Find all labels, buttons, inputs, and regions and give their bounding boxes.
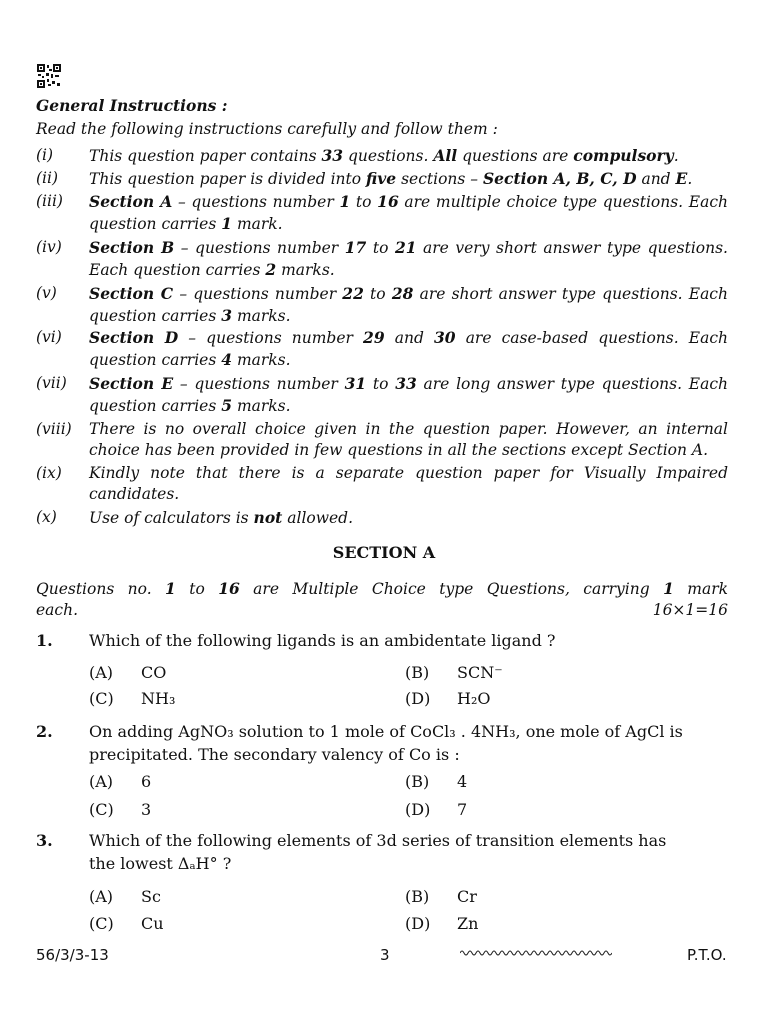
option-c: (C) 3 (89, 800, 152, 819)
instruction-text: Kindly note that there is a separate question paper for Visually Impaired candidates. (89, 464, 728, 503)
question-3 (36, 829, 728, 875)
section-intro-continued: each. (36, 601, 79, 619)
instruction-item (36, 145, 728, 167)
instruction-text: Section C – questions number 22 to 28 are short answer type questions. Each question carries 3 marks. (89, 284, 728, 325)
section-intro: Questions no. 1 to 16 are Multiple Choice type Questions, carrying 1 mark (36, 579, 728, 598)
instruction-number: (ix) (36, 464, 62, 482)
question-text-line-2: precipitated. The secondary valency of Co is : (89, 745, 460, 764)
instruction-item (36, 237, 728, 281)
instruction-number: (iii) (36, 192, 63, 210)
instruction-number: (vi) (36, 328, 62, 346)
option-b: (B) SCN⁻ (405, 663, 503, 682)
instruction-item (36, 373, 728, 417)
instruction-number: (vii) (36, 374, 67, 392)
option-c: (C) NH₃ (89, 689, 176, 708)
instruction-number: (ii) (36, 169, 59, 187)
page-number: 3 (380, 946, 390, 964)
instruction-number: (viii) (36, 420, 72, 438)
qr-code (37, 64, 61, 88)
option-c: (C) Cu (89, 914, 164, 933)
instruction-text: Use of calculators is not allowed. (89, 508, 354, 527)
option-a: (A) CO (89, 663, 167, 682)
option-a: (A) 6 (89, 772, 152, 791)
instruction-text: There is no overall choice given in the question paper. However, an internal choice has been provided in few questions in all the sections except Section A. (89, 420, 728, 459)
section-marks: 16×1=16 (652, 601, 728, 619)
instruction-number: (x) (36, 508, 57, 526)
instruction-number: (i) (36, 146, 54, 164)
instruction-item (36, 191, 728, 235)
paper-code: 56/3/3-13 (36, 946, 109, 964)
instruction-item (36, 507, 728, 529)
instruction-item (36, 419, 728, 461)
instruction-text: This question paper contains 33 questions. All questions are compulsory. (89, 146, 679, 165)
option-d: (D) 7 (405, 800, 468, 819)
question-text-line-1: Which of the following elements of 3d series of transition elements has (89, 831, 667, 850)
question-number: 1. (36, 631, 53, 650)
instruction-number: (v) (36, 284, 57, 302)
instruction-number: (iv) (36, 238, 62, 256)
option-a: (A) Sc (89, 887, 161, 906)
instruction-text: Section B – questions number 17 to 21 are very short answer type questions. Each question carries 2 marks. (89, 238, 728, 279)
question-text: Which of the following ligands is an ambidentate ligand ? (89, 631, 556, 650)
instruction-text: Section D – questions number 29 and 30 are case-based questions. Each question carries 4 marks. (89, 328, 728, 369)
option-d: (D) Zn (405, 914, 479, 933)
instruction-text: Section E – questions number 31 to 33 are long answer type questions. Each question carries 5 marks. (89, 374, 728, 415)
instruction-item (36, 327, 728, 371)
decorative-squiggle (460, 948, 612, 958)
option-b: (B) Cr (405, 887, 477, 906)
general-instructions-intro: Read the following instructions carefully and follow them : (36, 120, 498, 138)
pto-label: P.T.O. (687, 946, 727, 964)
option-d: (D) H₂O (405, 689, 491, 708)
instruction-item (36, 283, 728, 327)
question-2 (36, 720, 728, 766)
question-number: 2. (36, 722, 53, 741)
instruction-item (36, 168, 728, 190)
instruction-item (36, 463, 728, 505)
general-instructions-title: General Instructions : (36, 96, 228, 115)
instruction-text: Section A – questions number 1 to 16 are multiple choice type questions. Each question carries 1 mark. (89, 192, 729, 233)
question-text-line-1: On adding AgNO₃ solution to 1 mole of CoCl₃ . 4NH₃, one mole of AgCl is (89, 722, 683, 741)
question-text-line-2: the lowest ΔₐH° ? (89, 854, 232, 873)
option-b: (B) 4 (405, 772, 468, 791)
instruction-text: This question paper is divided into five sections – Section A, B, C, D and E. (89, 169, 693, 188)
question-1 (36, 629, 728, 652)
section-heading: SECTION A (332, 543, 436, 562)
question-number: 3. (36, 831, 53, 850)
